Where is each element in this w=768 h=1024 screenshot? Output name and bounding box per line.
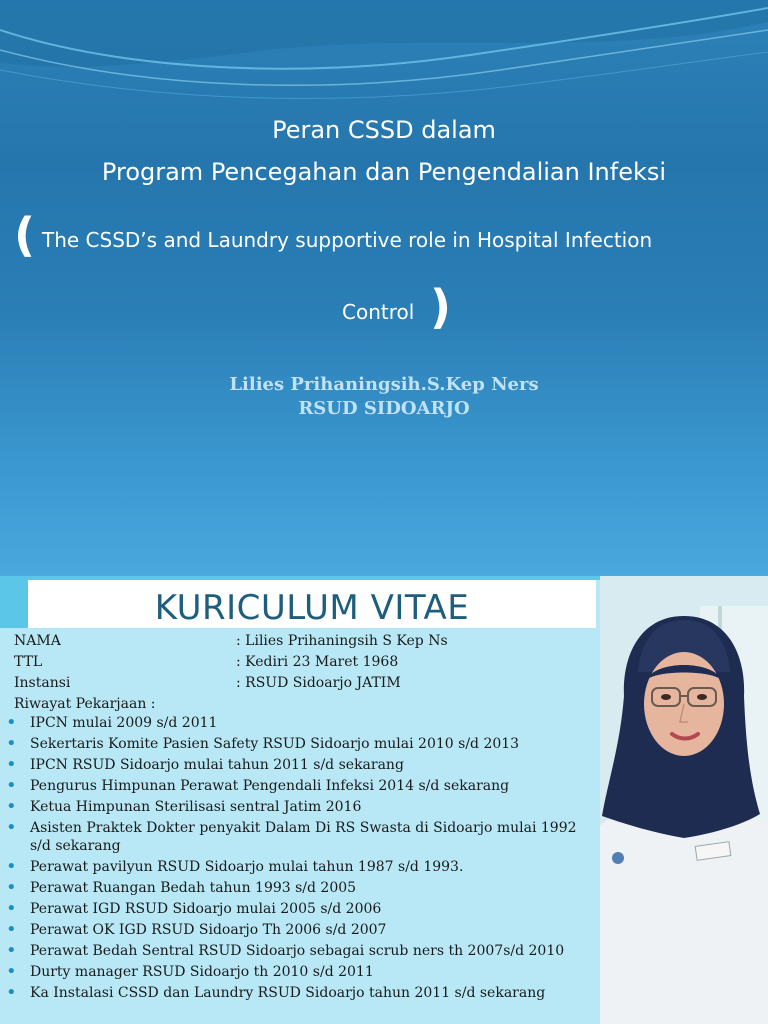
accent-strip <box>0 576 28 628</box>
title-line-2: Program Pencegahan dan Pengendalian Infeksi <box>101 158 667 186</box>
list-item: • Ka Instalasi CSSD dan Laundry RSUD Sidoarjo tahun 2011 s/d sekarang <box>4 984 596 1002</box>
profile-photo <box>600 576 768 1024</box>
work-history-label: Riwayat Pekarjaan : <box>14 696 156 712</box>
cv-content-panel <box>0 576 600 1024</box>
wave-decoration <box>0 0 768 120</box>
subtitle-open-paren: ( <box>14 208 36 262</box>
work-history-list <box>4 714 596 1005</box>
list-item: • Pengurus Himpunan Perawat Pengendali Infeksi 2014 s/d sekarang <box>4 777 596 795</box>
field-label: Instansi <box>14 675 71 691</box>
subtitle-close-paren: ) <box>430 280 452 334</box>
field-label: TTL <box>14 654 43 670</box>
subtitle-line-1: The CSSD’s and Laundry supportive role in Hospital Infection <box>42 228 653 252</box>
cv-title-box <box>28 580 596 628</box>
list-item: • Ketua Himpunan Sterilisasi sentral Jatim 2016 <box>4 798 596 816</box>
list-item: • Perawat pavilyun RSUD Sidoarjo mulai tahun 1987 s/d 1993. <box>4 858 596 876</box>
list-item: • Perawat Ruangan Bedah tahun 1993 s/d 2005 <box>4 879 596 897</box>
author-name: Lilies Prihaningsih.S.Kep Ners <box>229 374 539 395</box>
list-item: • Perawat IGD RSUD Sidoarjo mulai 2005 s/d 2006 <box>4 900 596 918</box>
list-item: • Sekertaris Komite Pasien Safety RSUD Sidoarjo mulai 2010 s/d 2013 <box>4 735 596 753</box>
subtitle-line-2: Control <box>342 300 415 324</box>
list-item: • IPCN RSUD Sidoarjo mulai tahun 2011 s/d sekarang <box>4 756 596 774</box>
cv-slide <box>0 576 768 1024</box>
list-item: • Perawat OK IGD RSUD Sidoarjo Th 2006 s/d 2007 <box>4 921 596 939</box>
list-item: • IPCN mulai 2009 s/d 2011 <box>4 714 596 732</box>
list-item: • Perawat Bedah Sentral RSUD Sidoarjo sebagai scrub ners th 2007s/d 2010 <box>4 942 596 960</box>
field-value: : Kediri 23 Maret 1968 <box>236 654 399 670</box>
list-item: • Durty manager RSUD Sidoarjo th 2010 s/d 2011 <box>4 963 596 981</box>
cv-title: KURICULUM VITAE <box>154 588 470 628</box>
profile-photo-illustration <box>600 576 768 1024</box>
list-item: • Asisten Praktek Dokter penyakit Dalam Di RS Swasta di Sidoarjo mulai 1992 s/d sekarang <box>4 819 596 855</box>
title-line-1: Peran CSSD dalam <box>272 116 496 144</box>
field-value: : Lilies Prihaningsih S Kep Ns <box>236 633 448 649</box>
field-value: : RSUD Sidoarjo JATIM <box>236 675 401 691</box>
field-label: NAMA <box>14 633 61 649</box>
author-institution: RSUD SIDOARJO <box>298 398 470 419</box>
